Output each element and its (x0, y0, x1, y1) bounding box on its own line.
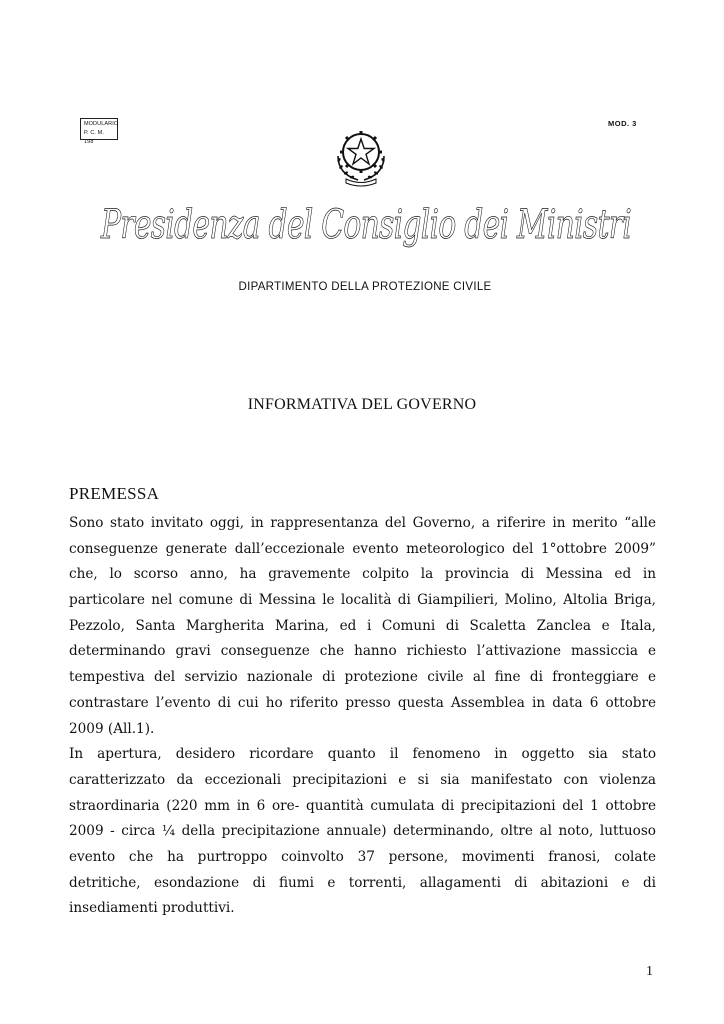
text-line: caratterizzato da eccezionali precipitazioni e si sia manifestato con violenza (69, 771, 656, 788)
text-line: tempestiva del servizio nazionale di protezione civile al fine di fronteggiare e (69, 669, 656, 686)
presidenza-script-title (96, 188, 636, 258)
text-line: 2009 (All.1). (69, 720, 155, 737)
text-line: contrastare l’evento di cui ho riferito presso questa Assemblea in data 6 ottobre (69, 694, 656, 711)
modulario-stamp (80, 118, 119, 145)
text-line: insediamenti produttivi. (69, 900, 235, 917)
modulario-line-1: MODULARIO (84, 121, 119, 127)
text-line: Sono stato invitato oggi, in rappresentanza del Governo, a riferire in merito “alle (69, 515, 656, 531)
text-line: che, lo scorso anno, ha gravemente colpito la provincia di Messina ed in (69, 566, 656, 583)
department-name: DIPARTIMENTO DELLA PROTEZIONE CIVILE (238, 281, 492, 293)
document-title: INFORMATIVA DEL GOVERNO (247, 396, 477, 413)
paragraph (69, 742, 656, 922)
text-line: In apertura, desidero ricordare quanto il fenomeno in oggetto sia stato (69, 746, 656, 763)
page-number: 1 (646, 964, 653, 979)
section-heading: PREMESSA (69, 484, 160, 503)
text-line: straordinaria (220 mm in 6 ore- quantità cumulata di precipitazioni del 1 ottobre (69, 797, 656, 814)
text-line: determinando gravi conseguenze che hanno richiesto l’attivazione massiccia e (69, 643, 656, 660)
italian-republic-emblem-icon (332, 122, 390, 188)
text-line: Pezzolo, Santa Margherita Marina, ed i Comuni di Scaletta Zanclea e Itala, (69, 617, 656, 634)
paragraph (69, 511, 656, 742)
modulario-line-2: P. C. M. 198 (84, 130, 104, 145)
text-line: conseguenze generate dall’eccezionale evento meteorologico del 1°ottobre 2009” (69, 540, 656, 557)
mod-code: MOD. 3 (608, 119, 637, 128)
script-title-text: Presidenza del Consiglio dei Ministri (100, 202, 632, 248)
text-line: evento che ha purtroppo coinvolto 37 persone, movimenti franosi, colate (69, 848, 656, 865)
text-line: particolare nel comune di Messina le località di Giampilieri, Molino, Altolia Briga, (69, 592, 656, 609)
text-line: detritiche, esondazione di fiumi e torrenti, allagamenti di abitazioni e di (69, 874, 656, 891)
text-line: 2009 - circa ¼ della precipitazione annuale) determinando, oltre al noto, luttuoso (69, 823, 656, 840)
body-text (69, 511, 656, 922)
